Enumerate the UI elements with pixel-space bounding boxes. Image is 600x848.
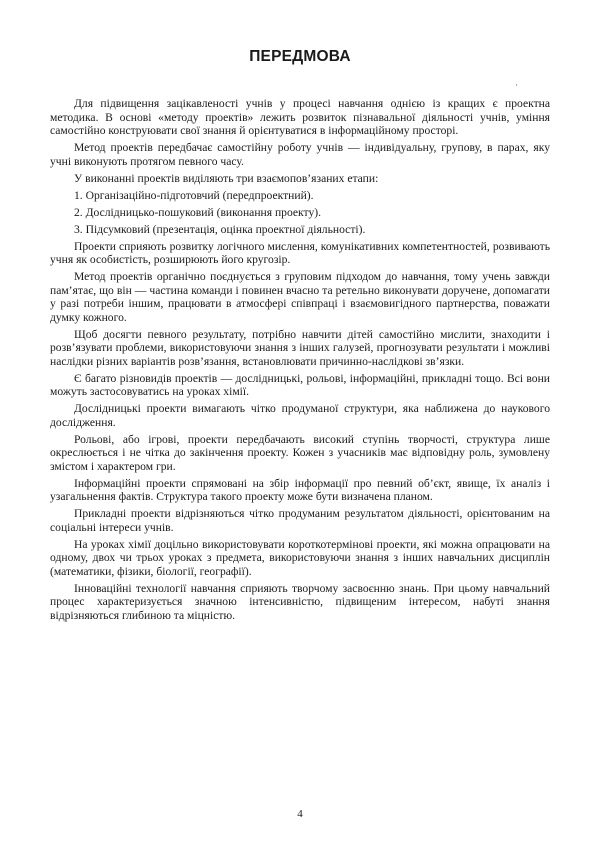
list-item-stage-2: 2. Дослідницько-пошуковий (виконання проекту).: [74, 205, 321, 219]
paragraph-short-term: На уроках хімії доцільно використовувати короткотермінові проекти, які можна опрацювати на одному, двох чи трьох уроках з предмета, використовуючи знання з інших навчальних дисциплін (математики, фізики, біології, географії).: [50, 537, 550, 578]
paragraph-benefits: Проекти сприяють розвитку логічного мислення, комунікативних компетентностей, розвивають учня як особистість, розширюють його кругозір.: [50, 239, 550, 266]
paragraph-group-approach: Метод проектів органічно поєднується з груповим підходом до навчання, тому учень завжди пам’ятає, що він — частина команди і повинен вчасно та ретельно виконувати доручене, допомагати у разі потреби іншим, працювати в атмосфері співпраці і взаємовигідного партнерства, поважати думку кожного.: [50, 270, 550, 324]
paragraph-result: Щоб досягти певного результату, потрібно навчити дітей самостійно мислити, знаходити і розв’язувати проблеми, використовуючи знання з інших галузей, прогнозувати результати і можливі наслідки різних варіантів розв’язання, встановлювати причинно-наслідкові зв’язки.: [50, 327, 550, 368]
page-title: ПЕРЕДМОВА: [249, 48, 351, 65]
paragraph-innovation: Інноваційні технології навчання сприяють творчому засвоєнню знань. При цьому навчальний процес характеризується значною інтенсивністю, підвищеним інтересом, набуті знання відрізняються глибиною та міцністю.: [50, 581, 550, 622]
stray-dot-mark: ·: [515, 80, 518, 90]
paragraph-stages-intro: У виконанні проектів виділяють три взаємопов’язаних етапи:: [74, 171, 379, 185]
paragraph-applied-projects: Прикладні проекти відрізняються чітко продуманим результатом діяльності, орієнтованим на соціальні інтереси учнів.: [50, 507, 550, 534]
list-item-stage-3: 3. Підсумковий (презентація, оцінка проектної діяльності).: [74, 222, 366, 236]
paragraph-intro: Для підвищення зацікавленості учнів у процесі навчання однією із кращих є проектна методика. В основі «методу проектів» лежить розвиток пізнавальної діяльності учнів, уміння самостійно конструювати свої знання й орієнтуватися в інформаційному просторі.: [50, 97, 550, 137]
paragraph-info-projects: Інформаційні проекти спрямовані на збір інформації про певний об’єкт, явище, їх аналіз і узагальнення фактів. Структура такого проекту може бути визначена планом.: [50, 476, 550, 503]
page-number: 4: [297, 808, 303, 820]
list-item-stage-1: 1. Організаційно-підготовчий (передпроектний).: [74, 188, 314, 202]
paragraph-method: Метод проектів передбачає самостійну роботу учнів — індивідуальну, групову, в парах, яку учні виконують протягом певного часу.: [50, 141, 550, 168]
body-text: [50, 97, 550, 626]
paragraph-role-projects: Рольові, або ігрові, проекти передбачають високий ступінь творчості, структура лише окреслюється і не чітка до закінчення проекту. Кожен з учасників має відповідну роль, зумовлену змістом і характером гри.: [50, 432, 550, 473]
paragraph-project-types: Є багато різновидів проектів — дослідницькі, рольові, інформаційні, прикладні тощо. Всі вони можуть застосовуватись на уроках хімії.: [50, 371, 550, 398]
paragraph-research-projects: Дослідницькі проекти вимагають чітко продуманої структури, яка наближена до наукового дослідження.: [50, 402, 550, 429]
